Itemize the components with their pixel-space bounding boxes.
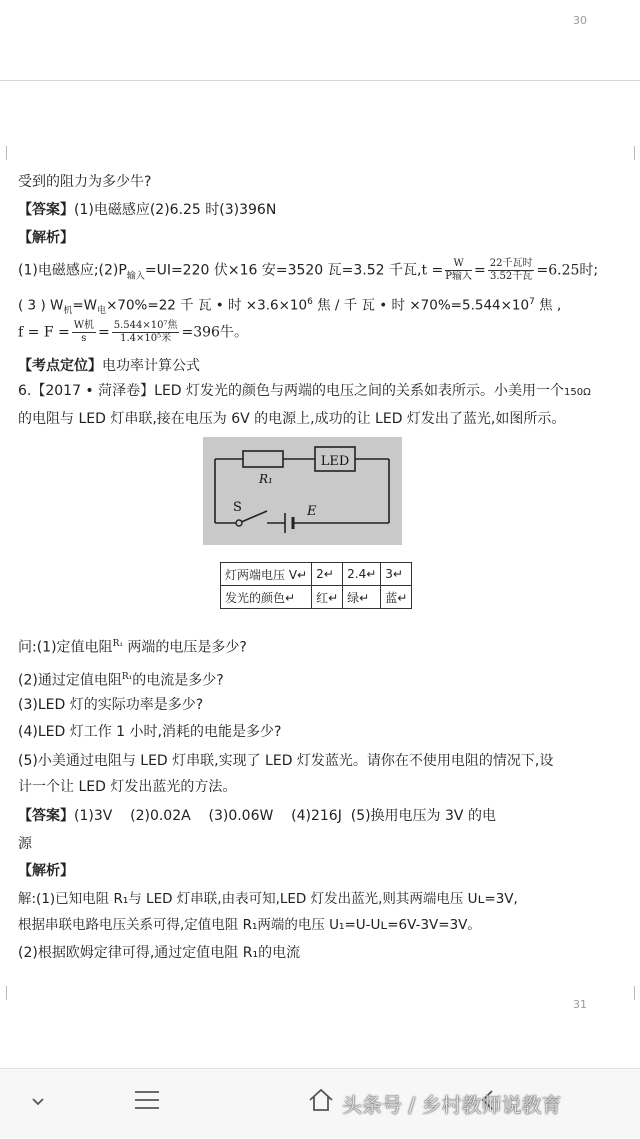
subscript: 电 — [97, 306, 107, 317]
question-line — [18, 667, 224, 691]
table-cell: 红↵ — [312, 586, 343, 609]
fraction-numerator: W机 — [73, 320, 94, 331]
page-corner-mark — [620, 986, 635, 1000]
solution-line: 解:(1)已知电阻 R₁与 LED 灯串联,由表可知,LED 灯发出蓝光,则其两端电压 Uʟ=3V, — [18, 891, 518, 907]
question-line: 计一个让 LED 灯发出蓝光的方法。 — [18, 779, 237, 795]
question-line: (3)LED 灯的实际功率是多少? — [18, 697, 204, 713]
fraction-denominator: 3.52千瓦 — [489, 271, 533, 282]
fraction — [112, 320, 180, 345]
text-span: ( 3 ) W — [18, 297, 64, 314]
watermark-text: 头条号 / 乡村教师说教育 — [342, 1093, 562, 1117]
text-span: =UI=220 伏×16 安=3520 瓦=3.52 千瓦, — [144, 262, 422, 279]
subscript: 输入 — [126, 271, 145, 282]
source-label: E — [307, 504, 317, 519]
switch-contact — [236, 520, 242, 526]
superscript: 6 — [307, 297, 313, 307]
formula-result: =396牛 — [181, 324, 234, 341]
answer-line — [18, 200, 276, 220]
equals-sign: = — [98, 324, 110, 341]
analysis-heading: 【解析】 — [18, 230, 74, 246]
circuit-svg — [203, 437, 402, 545]
text-line: 受到的阻力为多少牛? — [18, 174, 152, 190]
fraction-numerator: W — [445, 258, 472, 271]
text-span: 问:(1)定值电阻 — [18, 639, 113, 656]
page-corner-mark — [6, 986, 21, 1000]
page-number-bottom: 31 — [573, 998, 587, 1011]
chevron-down-icon[interactable] — [30, 1091, 46, 1116]
subscript: 机 — [63, 306, 73, 317]
question-line: (5)小美通过电阻与 LED 灯串联,实现了 LED 灯发蓝光。请你在不使用电阻的情况下,设 — [18, 753, 554, 769]
text-span: 。 — [233, 324, 248, 341]
fraction-denominator: s — [81, 333, 87, 344]
home-icon[interactable] — [308, 1087, 334, 1119]
text-span: (2)通过定值电阻 — [18, 672, 122, 689]
table-row — [221, 563, 412, 586]
formula-result: =6.25时 — [536, 262, 594, 279]
question-line: 的电阻与 LED 灯串联,接在电压为 6V 的电源上,成功的让 LED 灯发出了蓝光,如图所示。 — [18, 411, 566, 427]
page-corner-mark — [6, 146, 21, 160]
text-span: =W — [72, 297, 98, 314]
knowledge-point-line — [18, 356, 200, 376]
resistor-symbol-text: R₁ — [112, 639, 123, 649]
question-line — [18, 381, 591, 403]
table-cell: 灯两端电压 V↵ — [221, 563, 312, 586]
page-corner-mark — [620, 146, 635, 160]
table-cell: 2.4↵ — [343, 563, 381, 586]
formula-line — [18, 320, 248, 345]
answer-label: 【答案】 — [18, 808, 74, 824]
formula-lhs: f = F = — [18, 324, 70, 341]
formula-lhs: t = — [421, 262, 444, 279]
text-span: 两端的电压是多少? — [122, 639, 247, 656]
table-cell: 2↵ — [312, 563, 343, 586]
led-label: LED — [320, 454, 350, 469]
solution-line: 根据串联电路电压关系可得,定值电阻 R₁两端的电压 U₁=U-Uʟ=6V-3V=3V。 — [18, 917, 481, 933]
knowledge-point-label: 【考点定位】 — [18, 358, 102, 374]
resistor-symbol-text: R₁ — [121, 672, 133, 682]
text-span: 6.【2017 • 菏泽卷】LED 灯发光的颜色与两端的电压之间的关系如表所示。小美用一个 — [18, 383, 565, 399]
answer-line: 源 — [18, 836, 32, 852]
text-span: 焦 , — [534, 297, 562, 314]
page-divider — [0, 80, 640, 81]
switch-label: S — [233, 500, 242, 515]
table-row — [221, 586, 412, 609]
question-line: (4)LED 灯工作 1 小时,消耗的电能是多少? — [18, 724, 282, 740]
resistance-value: 150Ω — [564, 387, 591, 398]
question-line — [18, 634, 247, 658]
fraction — [72, 320, 96, 345]
answer-line — [18, 806, 496, 826]
text-span: (1)电磁感应;(2)P — [18, 262, 127, 279]
table-cell: 发光的颜色↵ — [221, 586, 312, 609]
resistor-label: R₁ — [259, 472, 273, 486]
solution-line: (2)根据欧姆定律可得,通过定值电阻 R₁的电流 — [18, 945, 301, 961]
fraction-numerator: 22千瓦时 — [489, 258, 533, 269]
superscript: 7 — [529, 297, 535, 307]
fraction — [445, 258, 472, 283]
switch-symbol — [239, 511, 267, 523]
knowledge-point-text: 电功率计算公式 — [102, 358, 200, 374]
resistor-symbol — [243, 451, 283, 467]
table-cell: 绿↵ — [343, 586, 381, 609]
page-number-top: 30 — [573, 14, 587, 27]
circuit-diagram — [203, 437, 402, 545]
solution-line — [18, 292, 561, 321]
answer-label: 【答案】 — [18, 202, 74, 218]
text-span: ×70%=22 千 瓦 • 时 ×3.6×10 — [106, 297, 308, 314]
answer-text: (1)3V (2)0.02A (3)0.06W (4)216J (5)换用电压为 3V 的电 — [74, 808, 496, 824]
equals-sign: = — [474, 262, 486, 279]
text-span: 焦 / 千 瓦 • 时 ×70%=5.544×10 — [312, 297, 530, 314]
fraction-denominator: 1.4×10⁵米 — [120, 333, 172, 344]
answer-text: (1)电磁感应(2)6.25 时(3)396N — [74, 202, 277, 218]
analysis-heading: 【解析】 — [18, 863, 74, 879]
text-span: 的电流是多少? — [132, 672, 224, 689]
bottom-nav-bar — [0, 1068, 640, 1139]
text-span: ; — [593, 262, 599, 279]
fraction-numerator: 5.544×10⁷焦 — [113, 320, 178, 331]
solution-line — [18, 258, 598, 286]
table-cell: 蓝↵ — [381, 586, 412, 609]
voltage-color-table — [220, 562, 412, 609]
menu-icon[interactable] — [134, 1089, 160, 1117]
table-cell: 3↵ — [381, 563, 412, 586]
fraction — [488, 258, 535, 283]
fraction-denominator: P输入 — [445, 271, 473, 282]
